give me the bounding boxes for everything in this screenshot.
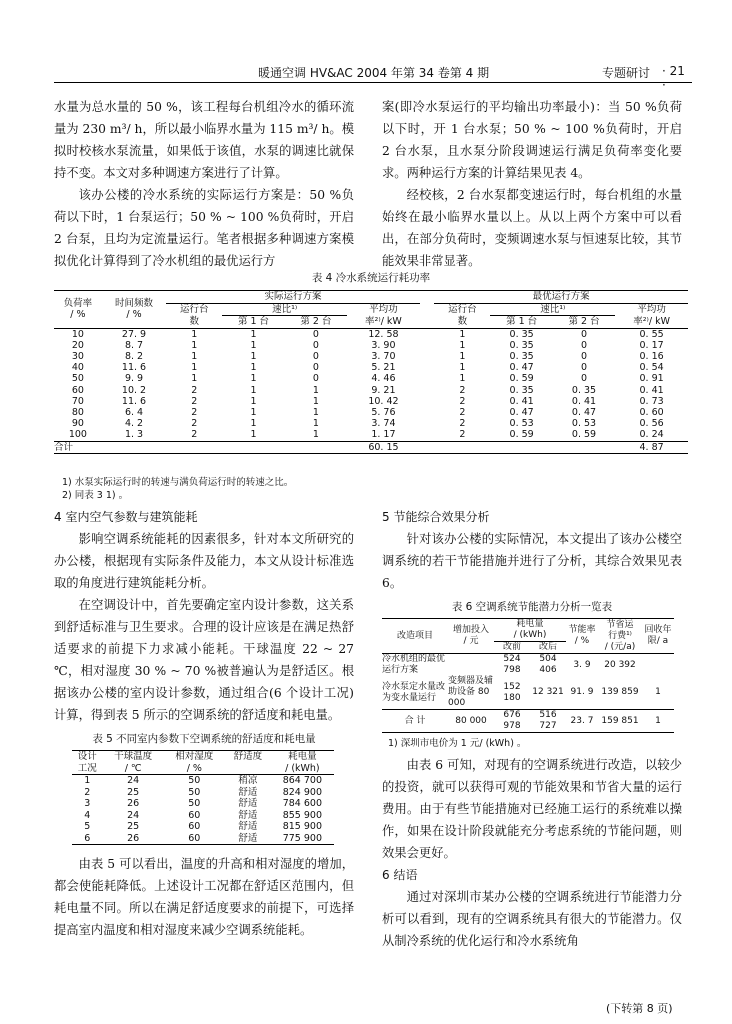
table-cell: 1 bbox=[459, 373, 466, 385]
table-cell: 0. 91 bbox=[639, 373, 664, 385]
th-load: 负荷率 bbox=[63, 297, 93, 309]
th-count: 运行台 bbox=[180, 304, 209, 315]
paragraph: 由表 6 可知，对现有的空调系统进行改造，以较少的投资，就可以获得可观的节能效果和节省大量的运行费用。由于有些节能措施对已经施工运行的系统难以操作，如果在设计阶段就能充分考虑系统的节能问题，则效果会更好。 bbox=[382, 758, 682, 860]
table-cell: 1 bbox=[312, 406, 319, 418]
table-cell: 60 bbox=[71, 384, 84, 396]
th-count-opt: 运行台 bbox=[448, 304, 477, 315]
table-cell: 0. 41 bbox=[509, 395, 534, 407]
table-cell: 3. 70 bbox=[371, 350, 396, 362]
th6-before: 改前 bbox=[502, 642, 521, 652]
th6-energy2: / (kWh) bbox=[513, 630, 547, 640]
table-cell: 1 bbox=[250, 384, 257, 396]
table-cell bbox=[448, 654, 494, 677]
table-cell: 100 bbox=[68, 429, 87, 441]
paragraph: 该办公楼的冷水系统的实际运行方案是：50 %负荷以下时，1 台泵运行；50 % ~ 100 %负荷时，开启 2 台泵，且均为定流量运行。笔者根据多种调速方案模拟优化计算得到了冷水机组的最优运行方 bbox=[54, 188, 354, 268]
t6-total-cell: 23. 7 bbox=[570, 715, 594, 726]
th5-comfort: 舒适度 bbox=[233, 751, 263, 762]
table-cell: 0. 59 bbox=[571, 429, 597, 441]
th6-rate2: / % bbox=[574, 636, 590, 646]
table-row bbox=[382, 654, 674, 677]
th6-after: 改后 bbox=[538, 642, 557, 652]
table-cell: 0. 60 bbox=[639, 406, 664, 418]
table-cell: 0 bbox=[580, 350, 588, 362]
table-cell: 1 bbox=[250, 418, 257, 430]
table-cell: 1 bbox=[655, 687, 661, 697]
table-row bbox=[54, 340, 688, 351]
table4-caption: 表 4 冷水系统运行耗功率 bbox=[311, 272, 431, 284]
table-row bbox=[54, 351, 688, 362]
table-row bbox=[72, 810, 334, 822]
table-cell: 0. 35 bbox=[509, 339, 534, 351]
table-cell: 26 bbox=[127, 832, 140, 844]
table-cell: 0. 17 bbox=[639, 339, 664, 351]
th-optimal: 最优运行方案 bbox=[434, 291, 688, 304]
table-cell: 4. 2 bbox=[124, 418, 144, 430]
table-cell: 50 bbox=[188, 798, 201, 809]
table-cell: 2 bbox=[191, 418, 198, 430]
table-cell: 91. 9 bbox=[570, 687, 594, 697]
table-cell: 1 bbox=[250, 406, 257, 418]
table-cell: 2 bbox=[191, 429, 198, 441]
table-cell: 1 bbox=[191, 328, 198, 340]
table-cell: 50 bbox=[71, 373, 84, 385]
section4-title: 4 室内空气参数与建筑能耗 bbox=[54, 510, 198, 524]
th-ratio-opt: 速比¹⁾ bbox=[490, 303, 615, 316]
th5-case: 设计 bbox=[77, 751, 97, 762]
table-cell: 0. 16 bbox=[639, 350, 664, 362]
table-cell: 0. 54 bbox=[639, 362, 664, 374]
table-cell: 3 bbox=[84, 798, 91, 809]
table-cell: 4 bbox=[84, 809, 91, 821]
th6-invest: 增加投入 bbox=[452, 625, 489, 635]
continued-note: (下转第 8 页) bbox=[606, 1002, 673, 1015]
gap-cell bbox=[420, 328, 435, 340]
table-cell: 60 bbox=[188, 809, 201, 821]
table-cell: 20 392 bbox=[604, 659, 636, 670]
th5-energy: 耗电量 bbox=[288, 751, 317, 762]
th5-unit: / ℃ bbox=[124, 762, 142, 774]
th6-energy: 耗电量 bbox=[516, 619, 544, 629]
table-row bbox=[382, 676, 674, 710]
table-cell: 舒适 bbox=[238, 821, 258, 832]
table-cell: 1 bbox=[250, 395, 257, 407]
paragraph: 由表 5 可以看出，温度的升高和相对湿度的增加，都会使能耗降低。上述设计工况都在舒适区范围内，但耗电量不同。所以在满足舒适度要求的前提下，可选择提高室内温度和相对湿度来减少空调系统能耗。 bbox=[54, 857, 354, 937]
table-cell: 0 bbox=[580, 339, 588, 351]
table-cell: 775 900 bbox=[282, 832, 323, 844]
journal-info: 暖通空调 HV&AC 2004 年第 34 卷第 4 期 bbox=[258, 66, 490, 80]
table-cell: 0. 35 bbox=[509, 328, 534, 340]
table-cell: 60 bbox=[188, 821, 201, 832]
table-cell: 冷水机组的最优运行方案 bbox=[382, 654, 446, 675]
t6-total-cell: 516 727 bbox=[539, 710, 557, 731]
table-cell: 80 bbox=[71, 406, 84, 418]
th5-rh: 相对湿度 bbox=[175, 751, 214, 762]
th-avg-opt2: 率²⁾/ kW bbox=[633, 315, 670, 327]
table6-note: 1) 深圳市电价为 1 元/ (kWh) 。 bbox=[388, 738, 527, 749]
table-row bbox=[54, 373, 688, 384]
table-cell: 26 bbox=[127, 798, 140, 809]
table-cell: 1 bbox=[312, 429, 319, 441]
table-cell: 0. 41 bbox=[571, 395, 597, 407]
th-count-opt2: 数 bbox=[457, 315, 468, 327]
table-cell: 1 bbox=[250, 429, 257, 441]
gap-cell bbox=[420, 373, 435, 384]
th-second-opt: 第 2 台 bbox=[568, 316, 600, 327]
section5 bbox=[382, 506, 682, 952]
table-cell: 0. 73 bbox=[639, 395, 664, 407]
section5-title: 5 节能综合效果分析 bbox=[382, 510, 490, 524]
th6-item: 改造项目 bbox=[396, 630, 433, 641]
table5 bbox=[72, 750, 334, 845]
table-cell: 139 859 bbox=[601, 687, 639, 697]
table-cell: 1 bbox=[459, 328, 466, 340]
total-actual: 60. 15 bbox=[368, 441, 399, 453]
table-cell: 10 bbox=[71, 328, 84, 340]
th-avg: 平均功 bbox=[369, 304, 398, 315]
table-cell: 5 bbox=[84, 821, 91, 832]
table-cell: 2 bbox=[191, 384, 198, 396]
table-cell: 0. 53 bbox=[509, 418, 534, 430]
table-row bbox=[72, 833, 334, 845]
th5-unit: 工况 bbox=[77, 762, 97, 774]
table-cell: 2 bbox=[459, 406, 466, 418]
th6-rate: 节能率 bbox=[568, 625, 596, 635]
gap-cell bbox=[420, 407, 435, 418]
table-cell: 6 bbox=[84, 832, 91, 844]
table-cell: 5. 21 bbox=[371, 362, 396, 374]
table-row bbox=[72, 821, 334, 833]
table-cell: 0. 47 bbox=[509, 406, 534, 418]
table-cell: 0. 35 bbox=[509, 384, 534, 396]
table-cell: 1 bbox=[191, 373, 198, 385]
th5-unit: / (kWh) bbox=[285, 762, 320, 774]
table-cell: 6. 4 bbox=[124, 406, 144, 418]
table-cell: 0. 59 bbox=[509, 429, 534, 441]
total-optimal: 4. 87 bbox=[639, 441, 664, 453]
table-cell: 2 bbox=[84, 786, 91, 798]
page-number: · 21 · bbox=[662, 64, 685, 92]
th6-invest2: / 元 bbox=[463, 636, 479, 646]
table-cell: 1 bbox=[250, 373, 257, 385]
table-row bbox=[54, 362, 688, 373]
table-cell: 1 bbox=[191, 362, 198, 374]
table-cell: 27. 9 bbox=[121, 328, 147, 340]
table-cell: 0. 53 bbox=[571, 418, 597, 430]
table-cell: 0. 56 bbox=[639, 418, 664, 430]
th6-pay: 回收年 bbox=[644, 625, 672, 635]
table-cell: 1 bbox=[459, 350, 466, 362]
paragraph: 通过对深圳市某办公楼的空调系统进行节能潜力分析可以看到，现有的空调系统具有很大的节能潜力。仅从制冷系统的优化运行和冷水系统角 bbox=[382, 890, 682, 948]
table-cell: 舒适 bbox=[238, 798, 258, 809]
table-cell: 0 bbox=[312, 350, 319, 362]
table-cell: 11. 6 bbox=[121, 395, 147, 407]
table-cell: 60 bbox=[188, 832, 201, 844]
table-cell: 90 bbox=[71, 418, 84, 430]
th6-save3: / (元/a) bbox=[604, 641, 636, 652]
gap-cell bbox=[420, 385, 435, 396]
table-cell: 524 798 bbox=[503, 654, 521, 675]
table-cell: 30 bbox=[71, 350, 84, 362]
table-cell: 2 bbox=[459, 418, 466, 430]
th-actual: 实际运行方案 bbox=[166, 291, 420, 304]
gap-cell bbox=[420, 429, 435, 441]
table-cell: 50 bbox=[188, 786, 201, 798]
table-cell: 3. 9 bbox=[573, 659, 591, 670]
table-cell: 70 bbox=[71, 395, 84, 407]
table-cell: 50 bbox=[188, 775, 201, 786]
table-cell: 0. 55 bbox=[639, 328, 664, 340]
table-cell: 舒适 bbox=[238, 832, 258, 844]
gap-cell bbox=[420, 418, 435, 429]
th6-save2: 行费¹⁾ bbox=[608, 630, 632, 641]
table-cell: 5. 76 bbox=[371, 406, 396, 418]
right-top-text bbox=[382, 96, 682, 272]
table-cell: 0 bbox=[580, 362, 588, 374]
table-cell: 784 600 bbox=[282, 798, 323, 809]
table-cell: 2 bbox=[459, 429, 466, 441]
table-cell: 1 bbox=[312, 418, 319, 430]
th-load-unit: / % bbox=[70, 309, 86, 321]
table-cell: 1. 17 bbox=[371, 429, 396, 441]
gap-cell bbox=[420, 362, 435, 373]
t6-total-cell: 80 000 bbox=[455, 715, 487, 726]
table-cell: 0. 24 bbox=[639, 429, 664, 441]
left-top-text bbox=[54, 96, 354, 272]
table-cell: 0 bbox=[312, 373, 319, 385]
table-row bbox=[54, 328, 688, 340]
table-cell: 8. 2 bbox=[124, 350, 144, 362]
table-row bbox=[72, 775, 334, 787]
table-cell: 冷水泵定水量改为变水量运行 bbox=[382, 681, 446, 703]
table-cell: 4. 46 bbox=[371, 373, 396, 385]
table-row bbox=[54, 429, 688, 441]
gap-cell bbox=[420, 351, 435, 362]
paragraph: 针对该办公楼的实际情况，本文提出了该办公楼空调系统的若干节能措施并进行了分析，其综合效果见表 6。 bbox=[382, 532, 682, 590]
th-avg-opt: 平均功 bbox=[637, 304, 666, 315]
table-cell: 0. 35 bbox=[509, 350, 534, 362]
table-cell: 0. 47 bbox=[509, 362, 534, 374]
table-row bbox=[72, 787, 334, 799]
table-cell: 0 bbox=[312, 328, 319, 340]
table-cell: 24 bbox=[127, 809, 140, 821]
table-cell: 24 bbox=[127, 775, 140, 786]
th-avg2: 率²⁾/ kW bbox=[365, 315, 402, 327]
table-cell: 0 bbox=[312, 339, 319, 351]
th-first-opt: 第 1 台 bbox=[506, 316, 538, 327]
table-cell: 864 700 bbox=[282, 775, 323, 786]
th-second: 第 2 台 bbox=[300, 316, 332, 327]
table-cell: 1 bbox=[250, 328, 257, 340]
table-cell: 1 bbox=[459, 362, 466, 374]
table-cell: 10. 42 bbox=[368, 395, 399, 407]
table-row bbox=[72, 798, 334, 810]
table-cell: 25 bbox=[127, 821, 140, 832]
table-cell: 1 bbox=[250, 362, 257, 374]
table-cell: 1 bbox=[191, 339, 198, 351]
table-cell: 0. 35 bbox=[571, 384, 597, 396]
t6-total-cell: 1 bbox=[655, 715, 661, 726]
th6-pay2: 限/ a bbox=[647, 636, 669, 646]
th-freq-unit: / % bbox=[126, 309, 142, 321]
table4 bbox=[54, 290, 688, 454]
paragraph: 经校核，2 台水泵都变速运行时，每台机组的水量始终在最小临界水量以上。从以上两个方案中可以看出，在部分负荷时，变频调速水泵与恒速泵比较，其节能效果非常显著。 bbox=[382, 188, 682, 268]
gap-cell bbox=[420, 340, 435, 351]
th-ratio: 速比¹⁾ bbox=[222, 303, 347, 316]
table-cell: 3. 90 bbox=[371, 339, 396, 351]
table-cell: 变频器及辅助设备 80 000 bbox=[448, 676, 494, 708]
section4 bbox=[54, 506, 354, 941]
section6-title: 6 结语 bbox=[382, 868, 418, 882]
table-row bbox=[54, 385, 688, 396]
paragraph: 案(即冷水泵运行的平均输出功率最小)：当 50 %负荷以下时，开 1 台水泵；50 % ~ 100 %负荷时，开启 2 台水泵，且水泵分阶段调速运行满足负荷率变化要求。两种运行方案的计算结果见表 4。 bbox=[382, 100, 682, 180]
table-cell: 2 bbox=[459, 395, 466, 407]
th-freq: 时间频数 bbox=[115, 297, 154, 309]
table-cell: 2 bbox=[191, 406, 198, 418]
th6-save: 节省运 bbox=[606, 619, 634, 630]
note: 2) 同表 3 1) 。 bbox=[62, 490, 129, 501]
table-cell: 0 bbox=[580, 373, 588, 385]
table-cell: 855 900 bbox=[282, 809, 323, 821]
table-cell: 3. 74 bbox=[371, 418, 396, 430]
table-cell: 2 bbox=[191, 395, 198, 407]
table-cell: 504 406 bbox=[539, 654, 557, 675]
table-row bbox=[54, 396, 688, 407]
table-cell: 152 180 bbox=[503, 681, 521, 703]
table-cell: 舒适 bbox=[238, 809, 258, 821]
table-cell: 1 bbox=[312, 395, 319, 407]
table5-caption: 表 5 不同室内参数下空调系统的舒适度和耗电量 bbox=[92, 733, 316, 745]
table-cell: 8. 7 bbox=[124, 339, 144, 351]
table-cell: 11. 6 bbox=[121, 362, 147, 374]
table-cell bbox=[642, 654, 674, 677]
table-cell: 0 bbox=[312, 362, 319, 374]
total-label: 合计 bbox=[54, 441, 74, 453]
running-header bbox=[54, 62, 692, 92]
table-cell: 稍凉 bbox=[238, 775, 258, 786]
section-label: 专题研讨 bbox=[602, 66, 651, 80]
table-cell: 0. 59 bbox=[509, 373, 534, 385]
t6-total-cell: 159 851 bbox=[601, 715, 639, 726]
paragraph: 在空调设计中，首先要确定室内设计参数，这关系到舒适标准与卫生要求。合理的设计应该是在满足热舒适要求的前提下力求减小能耗。干球温度 22 ~ 27 ℃，相对湿度 30 % ~ 70 %被普遍认为是舒适区。根据该办公楼的室内设计参数，通过组合(6 个设计工况)计算，得到表 5 所示的空调系统的舒适度和耗电量。 bbox=[54, 598, 354, 722]
table-cell: 824 900 bbox=[282, 786, 323, 798]
table-cell: 12 321 bbox=[532, 687, 564, 697]
table-cell: 1 bbox=[250, 350, 257, 362]
table-cell: 10. 2 bbox=[121, 384, 147, 396]
t6-total-cell: 676 978 bbox=[503, 710, 521, 731]
th-first: 第 1 台 bbox=[237, 316, 270, 327]
t6-total-label: 合 计 bbox=[404, 715, 426, 726]
table-cell: 1 bbox=[459, 339, 466, 351]
gap-cell bbox=[420, 396, 435, 407]
paragraph: 影响空调系统能耗的因素很多，针对本文所研究的办公楼，根据现有实际条件及能力，本文从设计标准选取的角度进行建筑能耗分析。 bbox=[54, 532, 354, 590]
table-cell: 0 bbox=[580, 328, 588, 340]
table-cell: 9. 9 bbox=[124, 373, 144, 385]
table-cell: 1 bbox=[84, 775, 91, 786]
table6-caption: 表 6 空调系统节能潜力分析一览表 bbox=[451, 601, 613, 613]
table-cell: 1. 3 bbox=[124, 429, 144, 441]
th5-unit: / % bbox=[186, 762, 202, 774]
table-cell: 1 bbox=[191, 350, 198, 362]
table-row bbox=[54, 407, 688, 418]
th5-temp: 干球温度 bbox=[114, 751, 153, 762]
table-cell: 9. 21 bbox=[371, 384, 396, 396]
table-cell: 0. 47 bbox=[571, 406, 597, 418]
note: 1) 水泵实际运行时的转速与满负荷运行时的转速之比。 bbox=[62, 477, 294, 488]
table-cell: 1 bbox=[312, 384, 319, 396]
table-cell: 20 bbox=[71, 339, 84, 351]
table6 bbox=[382, 618, 674, 733]
table-row bbox=[54, 418, 688, 429]
table-cell: 1 bbox=[250, 339, 257, 351]
table-cell: 25 bbox=[127, 786, 140, 798]
table-cell: 12. 58 bbox=[368, 328, 399, 340]
table-cell: 2 bbox=[459, 384, 466, 396]
paragraph: 水量为总水量的 50 %，该工程每台机组冷水的循环流量为 230 m³/ h，所以最小临界水量为 115 m³/ h。模拟时校核水泵流量，如果低于该值，水泵的调速比就保持不变。本文对多种调速方案进行了计算。 bbox=[54, 100, 354, 180]
table-cell: 40 bbox=[71, 362, 84, 374]
table-cell: 舒适 bbox=[238, 786, 258, 798]
table-cell: 0. 41 bbox=[639, 384, 664, 396]
th-count2: 数 bbox=[189, 315, 200, 327]
th5-unit bbox=[225, 763, 271, 775]
table-cell: 815 900 bbox=[282, 821, 323, 832]
table4-notes bbox=[62, 476, 293, 502]
